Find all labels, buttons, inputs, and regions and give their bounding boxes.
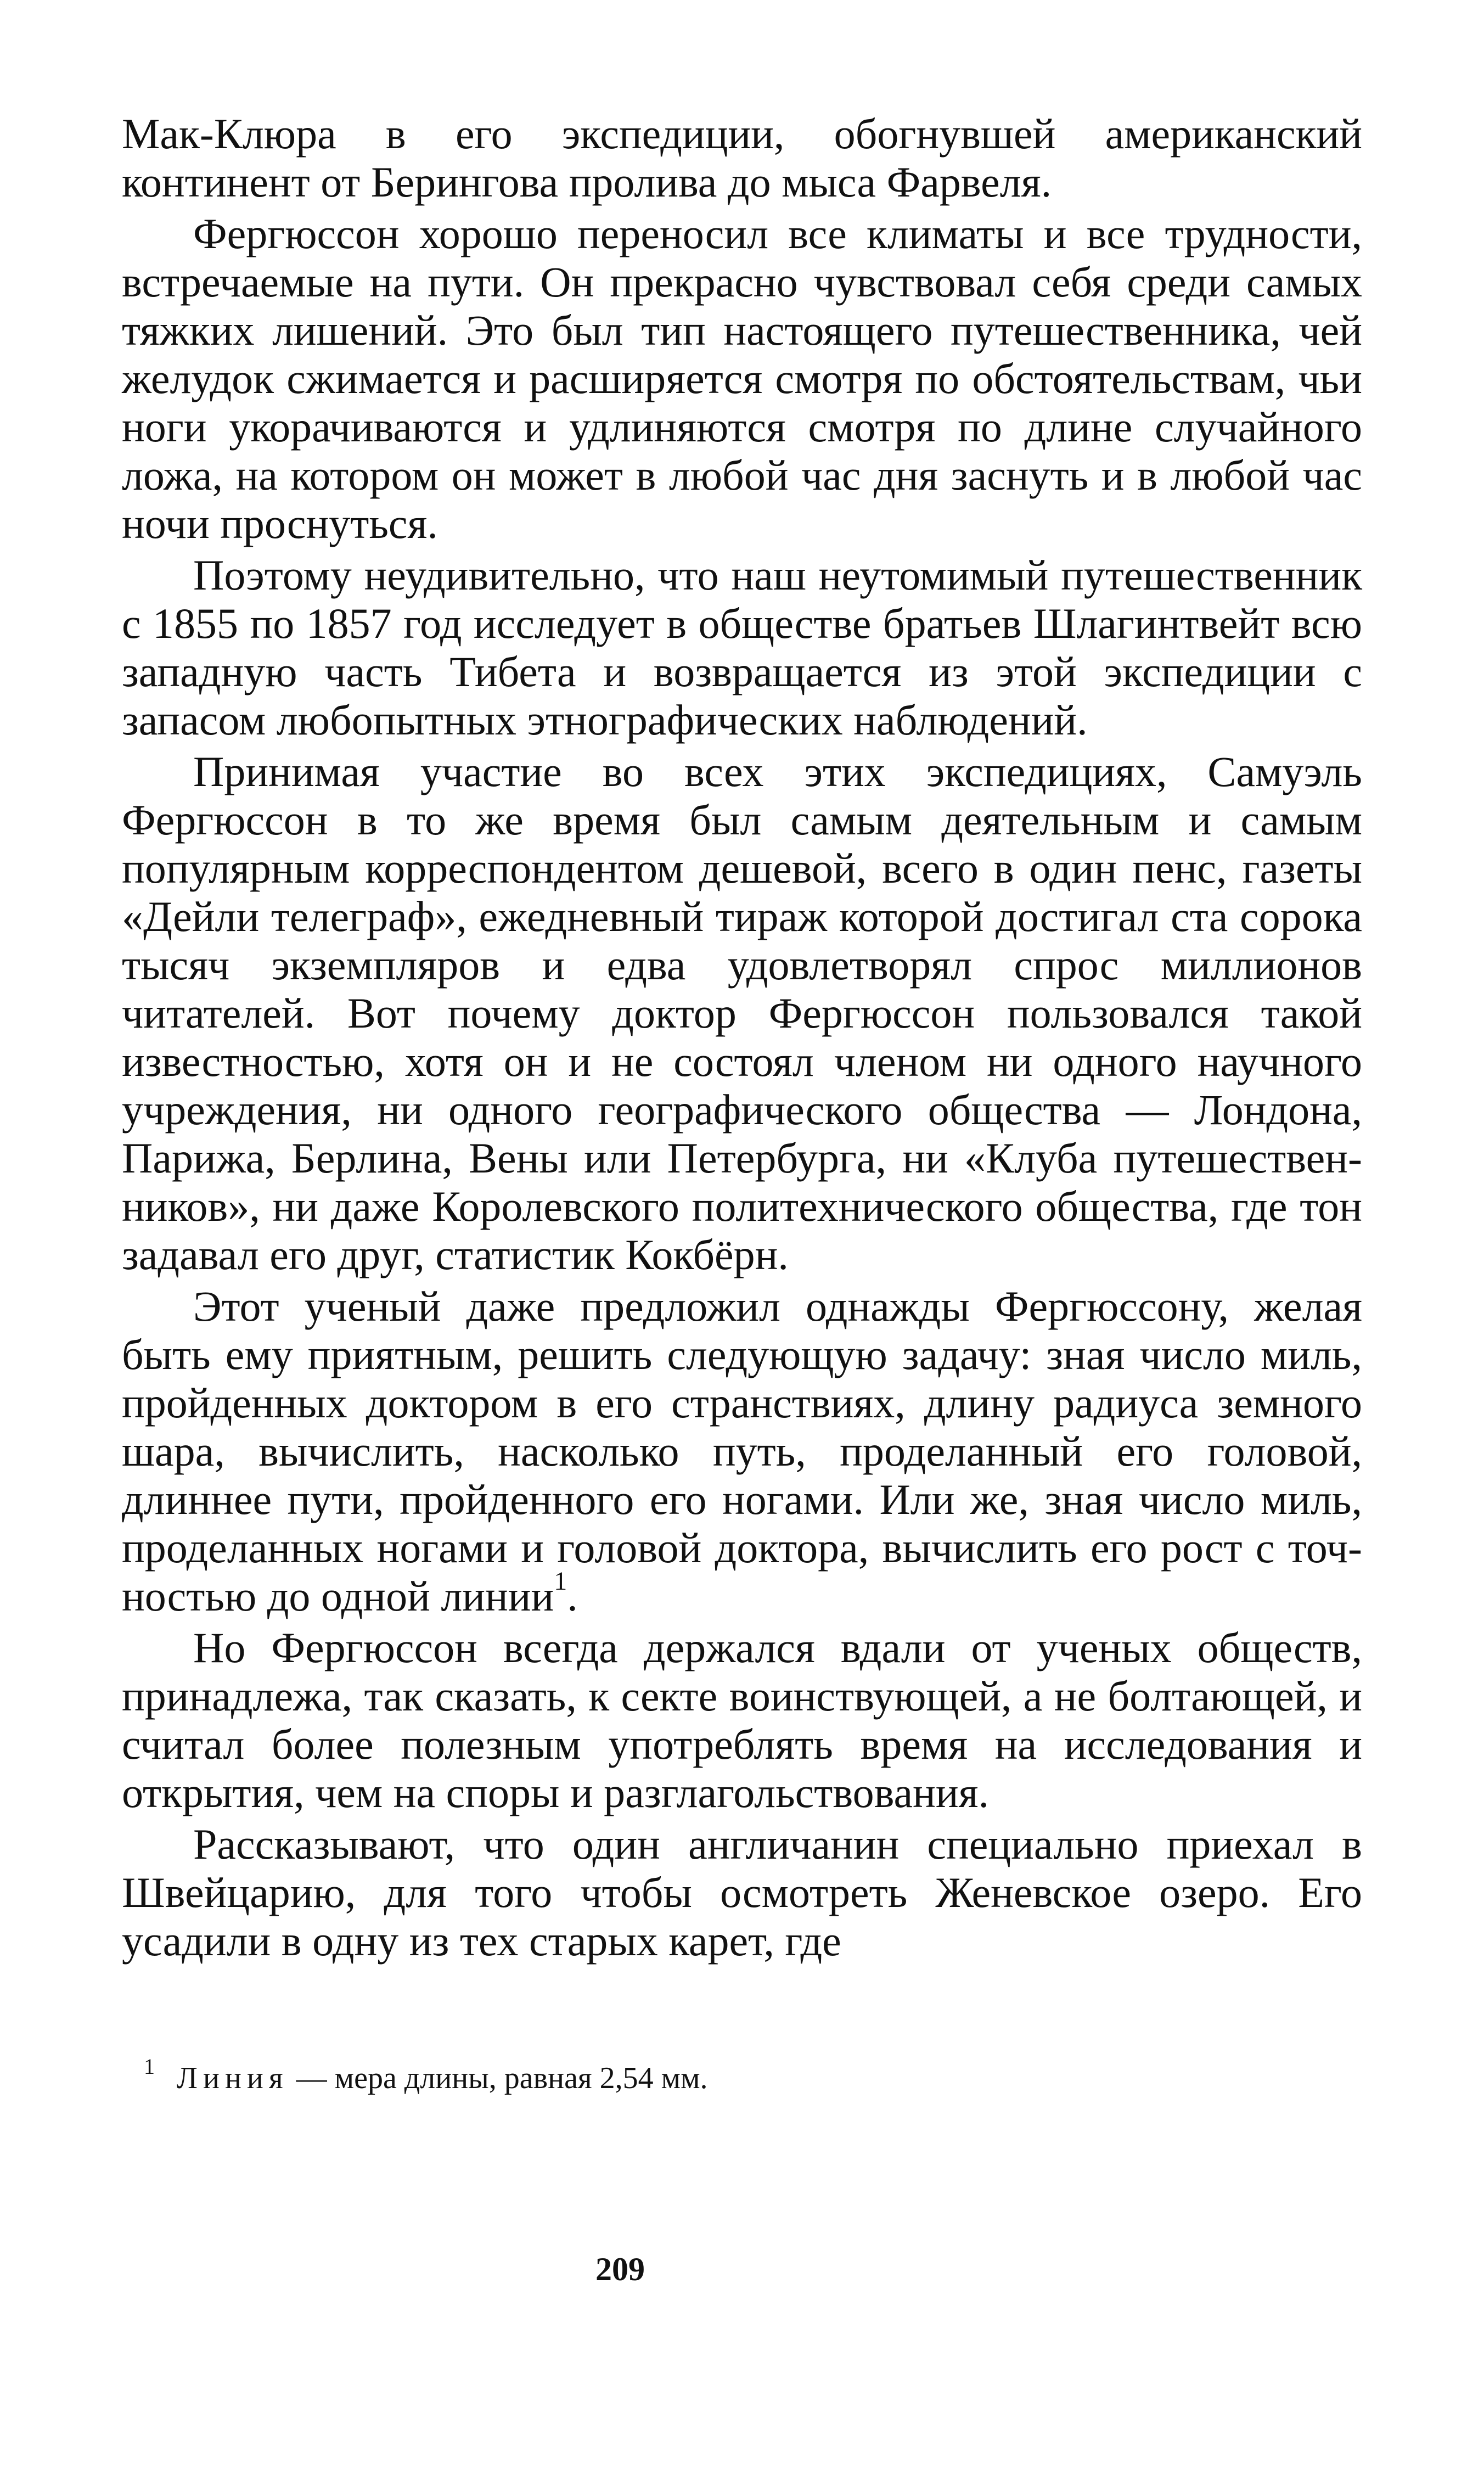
footnote-reference[interactable]: 1 (554, 1567, 567, 1596)
paragraph: Фергюссон хорошо переносил все климаты и все трудности, встречаемые на пути. Он прекрасно чувствовал себя среди самых тяжких лишений. Это был тип настоящего путешественника, чей желудок сжимается и расширяется смотря по обстоятельствам, чьи ноги укорачиваются и удлиняются смотря по длине случайного ложа, на котором он может в любой час дня заснуть и в любой час ночи проснуться. (122, 210, 1362, 547)
page-content (122, 110, 1362, 2097)
paragraph: Поэтому неудивительно, что наш неутомимый путешественник с 1855 по 1857 год исследует в обществе братьев Шлагинтвейт всю западную часть Тибета и возвращается из этой экспедиции с запасом любопытных этнографических наблюдений. (122, 551, 1362, 744)
paragraph-with-footnote (122, 1282, 1362, 1620)
footnote-mark: 1 (144, 2054, 155, 2079)
paragraph-end-punctuation: . (567, 1572, 578, 1620)
body-text (122, 110, 1362, 1965)
paragraph: Рассказывают, что один англичанин специально приехал в Швейцарию, для того чтобы осмотреть Женевское озеро. Его усадили в одну из тех старых карет, где (122, 1820, 1362, 1965)
paragraph: Мак-Клюра в его экспедиции, обогнувшей американский континент от Берингова пролива до мыса Фарвеля. (122, 110, 1362, 206)
page-number: 209 (595, 2251, 645, 2287)
footnote-text: мера длины, равная 2,54 мм. (334, 2061, 708, 2095)
footnote-term: Линия (177, 2061, 289, 2095)
paragraph-text: Этот ученый даже предложил однажды Фергюссону, желая быть ему приятным, решить следующую задачу: зная число миль, пройденных доктором в его странствиях, длину радиуса земного шара, вычислить, насколько путь, проделанный его головой, длиннее пути, пройденного его ногами. Или же, зная число миль, проделанных ногами и головой доктора, вычислить его рост с точностью до одной линии (122, 1282, 1362, 1620)
footnote (122, 2047, 1362, 2097)
paragraph: Принимая участие во всех этих экспедициях, Самуэль Фергюссон в то же время был самым деятельным и самым популярным корреспондентом дешевой, всего в один пенс, газеты «Дейли телеграф», ежедневный тираж которой достигал ста сорока тысяч экземпляров и едва удовлетворял спрос миллионов читателей. Вот почему доктор Фергюссон пользовался такой известностью, хотя он и не состоял членом ни одного научного учреждения, ни одного географического общества — Лондона, Парижа, Берлина, Вены или Петербурга, ни «Клуба путешественников», ни даже Королевского политехнического общества, где тон задавал его друг, статистик Кокбёрн. (122, 748, 1362, 1278)
paragraph: Но Фергюссон всегда держался вдали от ученых обществ, принадлежа, так сказать, к секте воинствующей, а не болтающей, и считал более полезным употреблять время на исследования и открытия, чем на споры и разглагольствования. (122, 1624, 1362, 1816)
footnote-dash: — (288, 2061, 335, 2095)
